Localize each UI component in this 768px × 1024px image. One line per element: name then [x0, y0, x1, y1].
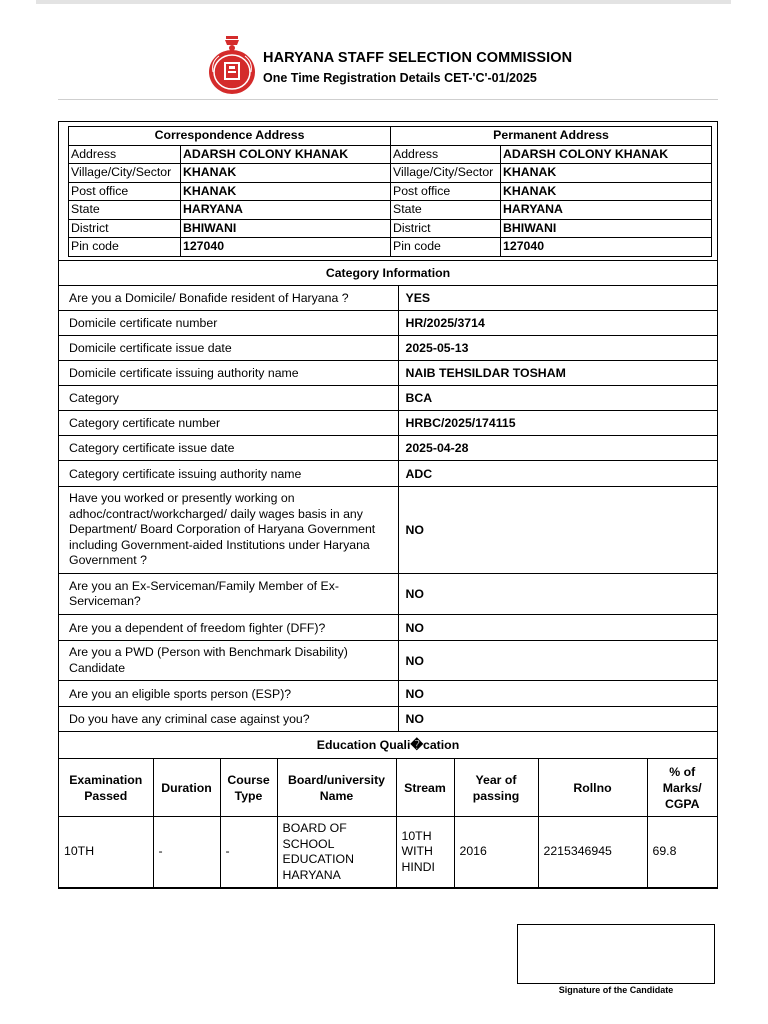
- category-row: [59, 286, 717, 311]
- perm-value: ADARSH COLONY KHANAK: [501, 145, 712, 164]
- category-row: [59, 411, 717, 436]
- perm-label: Pin code: [391, 238, 501, 257]
- category-row: [59, 461, 717, 487]
- category-question: Domicile certificate number: [59, 311, 398, 336]
- category-answer: NO: [398, 615, 717, 641]
- category-answer: ADC: [398, 461, 717, 487]
- registration-form: [58, 121, 718, 889]
- registration-subtitle: One Time Registration Details CET-'C'-01/2025: [263, 71, 537, 85]
- perm-label: State: [391, 201, 501, 220]
- rollno-cell: 2215346945: [538, 817, 647, 888]
- column-header: Duration: [153, 759, 220, 817]
- address-row: [69, 164, 712, 183]
- board-cell: BOARD OF SCHOOL EDUCATION HARYANA: [277, 817, 396, 888]
- corr-value: KHANAK: [181, 182, 391, 201]
- address-row: [69, 219, 712, 238]
- address-row: [69, 182, 712, 201]
- correspondence-address-heading: Correspondence Address: [69, 127, 391, 146]
- corr-label: Address: [69, 145, 181, 164]
- header-divider: [58, 99, 718, 100]
- category-answer: BCA: [398, 386, 717, 411]
- address-section: [59, 121, 717, 261]
- duration-cell: -: [153, 817, 220, 888]
- category-row: [59, 436, 717, 461]
- category-question: Do you have any criminal case against you?: [59, 707, 398, 732]
- category-question: Domicile certificate issue date: [59, 336, 398, 361]
- education-qualification-heading: Education Quali�cation: [59, 732, 717, 759]
- category-answer: HRBC/2025/174115: [398, 411, 717, 436]
- category-answer: 2025-04-28: [398, 436, 717, 461]
- corr-value: KHANAK: [181, 164, 391, 183]
- category-row: [59, 615, 717, 641]
- address-row: [69, 201, 712, 220]
- column-header: Year of passing: [454, 759, 538, 817]
- category-question: Category: [59, 386, 398, 411]
- column-header: Course Type: [220, 759, 277, 817]
- education-table: [59, 759, 717, 888]
- perm-label: Address: [391, 145, 501, 164]
- category-question: Have you worked or presently working on adhoc/contract/workcharged/ daily wages basis in any Department/ Board Corporation of Haryana Government including Government-aided Institutions under Haryana Government ?: [59, 487, 398, 574]
- corr-value: BHIWANI: [181, 219, 391, 238]
- course-type-cell: -: [220, 817, 277, 888]
- category-table: [59, 286, 717, 733]
- corr-label: District: [69, 219, 181, 238]
- corr-label: Pin code: [69, 238, 181, 257]
- perm-value: BHIWANI: [501, 219, 712, 238]
- category-question: Category certificate number: [59, 411, 398, 436]
- category-row: [59, 386, 717, 411]
- address-header-row: [69, 127, 712, 146]
- category-answer: HR/2025/3714: [398, 311, 717, 336]
- corr-value: ADARSH COLONY KHANAK: [181, 145, 391, 164]
- category-row: [59, 574, 717, 615]
- education-row: [59, 817, 717, 888]
- category-question: Are you a dependent of freedom fighter (DFF)?: [59, 615, 398, 641]
- column-header: Stream: [396, 759, 454, 817]
- signature-box: [517, 924, 715, 984]
- category-row: [59, 487, 717, 574]
- column-header: Examination Passed: [59, 759, 153, 817]
- education-header-row: [59, 759, 717, 817]
- permanent-address-heading: Permanent Address: [391, 127, 712, 146]
- category-question: Category certificate issue date: [59, 436, 398, 461]
- category-answer: 2025-05-13: [398, 336, 717, 361]
- category-row: [59, 707, 717, 732]
- category-answer: NO: [398, 487, 717, 574]
- perm-label: Village/City/Sector: [391, 164, 501, 183]
- column-header: % of Marks/ CGPA: [647, 759, 717, 817]
- address-row: [69, 145, 712, 164]
- category-answer: NAIB TEHSILDAR TOSHAM: [398, 361, 717, 386]
- perm-label: District: [391, 219, 501, 238]
- category-row: [59, 641, 717, 681]
- perm-value: KHANAK: [501, 164, 712, 183]
- category-information-heading: Category Information: [59, 261, 717, 286]
- commission-title: HARYANA STAFF SELECTION COMMISSION: [263, 50, 573, 66]
- category-row: [59, 361, 717, 386]
- column-header: Rollno: [538, 759, 647, 817]
- corr-value: HARYANA: [181, 201, 391, 220]
- category-answer: NO: [398, 641, 717, 681]
- category-question: Are you a Domicile/ Bonafide resident of Haryana ?: [59, 286, 398, 311]
- category-row: [59, 311, 717, 336]
- column-header: Board/university Name: [277, 759, 396, 817]
- category-answer: NO: [398, 681, 717, 707]
- signature-label: Signature of the Candidate: [558, 985, 674, 995]
- category-answer: YES: [398, 286, 717, 311]
- corr-label: Village/City/Sector: [69, 164, 181, 183]
- stream-cell: 10TH WITH HINDI: [396, 817, 454, 888]
- exam-cell: 10TH: [59, 817, 153, 888]
- haryana-emblem-logo: [205, 34, 259, 96]
- marks-cell: 69.8: [647, 817, 717, 888]
- category-row: [59, 681, 717, 707]
- perm-label: Post office: [391, 182, 501, 201]
- top-border: [36, 0, 731, 4]
- category-answer: NO: [398, 574, 717, 615]
- category-answer: NO: [398, 707, 717, 732]
- perm-value: HARYANA: [501, 201, 712, 220]
- category-question: Are you a PWD (Person with Benchmark Disability) Candidate: [59, 641, 398, 681]
- year-cell: 2016: [454, 817, 538, 888]
- category-question: Are you an eligible sports person (ESP)?: [59, 681, 398, 707]
- category-question: Are you an Ex-Serviceman/Family Member of Ex-Serviceman?: [59, 574, 398, 615]
- category-question: Domicile certificate issuing authority name: [59, 361, 398, 386]
- corr-label: State: [69, 201, 181, 220]
- category-row: [59, 336, 717, 361]
- category-question: Category certificate issuing authority name: [59, 461, 398, 487]
- perm-value: KHANAK: [501, 182, 712, 201]
- address-row: [69, 238, 712, 257]
- perm-value: 127040: [501, 238, 712, 257]
- corr-value: 127040: [181, 238, 391, 257]
- corr-label: Post office: [69, 182, 181, 201]
- address-table: [68, 126, 712, 257]
